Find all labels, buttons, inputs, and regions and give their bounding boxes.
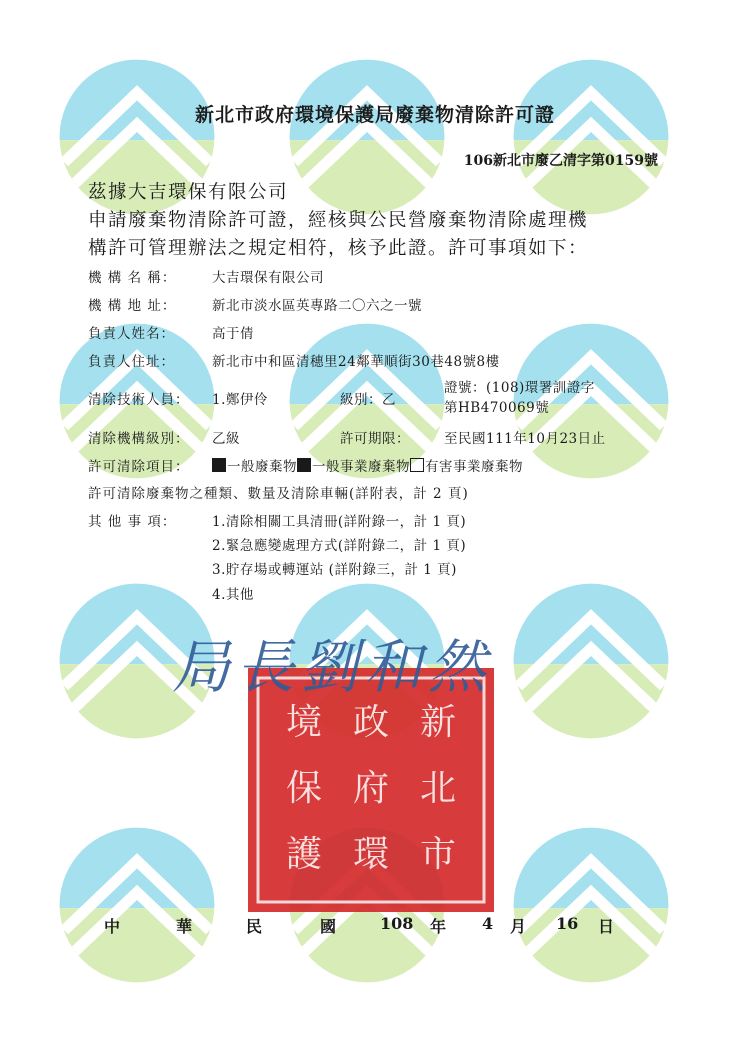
date-char-zhong: 中 [104,917,121,936]
waste-types-note: 許可清除廢棄物之種類、數量及清除車輛(詳附表，計 2 頁) [88,486,469,502]
intro-applicant: 茲據大吉環保有限公司 [88,182,289,203]
seal-character: 環 [352,834,390,875]
date-day: 16 [556,914,579,933]
manager-address-label: 負責人住址： [88,354,175,370]
date-char-min: 民 [246,917,263,936]
org-level-value: 乙級 [212,431,240,447]
org-address-value: 新北市淡水區英專路二〇六之一號 [212,298,422,314]
issue-date [0,914,750,938]
manager-name-label: 負責人姓名： [88,326,175,342]
document-title: 新北市政府環境保護局廢棄物清除許可證 [194,104,555,126]
option-hazardous-waste: 有害事業廢棄物 [425,459,523,475]
date-char-hua: 華 [176,917,193,936]
seal-character: 保 [285,768,323,809]
date-char-yue: 月 [510,917,527,936]
technician-value: 1.鄭伊伶 [212,392,268,408]
other-item-2: 2.緊急應變處理方式(詳附錄二，計 1 頁) [212,538,467,554]
permitted-items-label: 許可清除項目： [88,459,190,475]
emblem-logo-icon [512,826,670,984]
seal-character: 護 [285,834,323,875]
option-general-industrial-waste: 一般事業廢棄物 [312,459,410,475]
org-name-value: 大吉環保有限公司 [212,270,324,286]
intro-text-line2: 構許可管理辦法之規定相符，核予此證。許可事項如下： [88,238,589,259]
option-general-waste: 一般廢棄物 [227,459,297,475]
permitted-items-options [212,455,523,475]
technician-level: 級別：乙 [340,392,396,408]
technician-cert-line1: 證號：(108)環署訓證字 [444,380,595,396]
director-signature: 局長劉和然 [172,633,493,701]
emblem-logo-icon [512,582,670,740]
seal-character: 境 [285,702,323,743]
org-level-label: 清除機構級別： [88,431,190,447]
checkbox-general-waste [212,458,226,472]
seal-character: 府 [352,768,390,809]
seal-character: 北 [419,768,457,809]
seal-character: 新 [419,702,457,743]
other-item-4: 4.其他 [212,587,254,603]
official-seal [248,668,494,912]
other-item-1: 1.清除相關工具清冊(詳附錄一，計 1 頁) [212,514,467,530]
checkbox-hazardous-waste [410,458,424,472]
org-name-label: 機 構 名 稱： [88,270,177,286]
technician-label: 清除技術人員： [88,392,190,408]
emblem-logo-icon [512,58,670,216]
seal-character: 政 [352,702,390,743]
checkbox-general-industrial-waste [297,458,311,472]
date-char-ri: 日 [598,917,615,936]
permit-number: 106新北市廢乙清字第0159號 [463,153,658,169]
other-item-3: 3.貯存場或轉運站 (詳附錄三，計 1 頁) [212,562,457,578]
permit-period-label: 許可期限： [340,431,410,447]
date-year: 108 [380,914,414,933]
manager-name-value: 高于倩 [212,326,254,342]
permit-period-value: 至民國111年10月23日止 [444,431,606,447]
date-char-nian: 年 [430,917,447,936]
seal-character: 市 [419,834,457,875]
technician-cert-line2: 第HB470069號 [444,400,550,416]
intro-text-line1: 申請廢棄物清除許可證，經核與公民營廢棄物清除處理機 [88,210,589,231]
date-month: 4 [482,914,494,933]
emblem-logo-icon [288,58,446,216]
date-char-guo: 國 [320,917,337,936]
manager-address-value: 新北市中和區清穗里24鄰華順街30巷48號8樓 [212,354,500,370]
org-address-label: 機 構 地 址： [88,298,177,314]
other-items-label: 其 他 事 項： [88,514,177,530]
emblem-logo-icon [58,826,216,984]
